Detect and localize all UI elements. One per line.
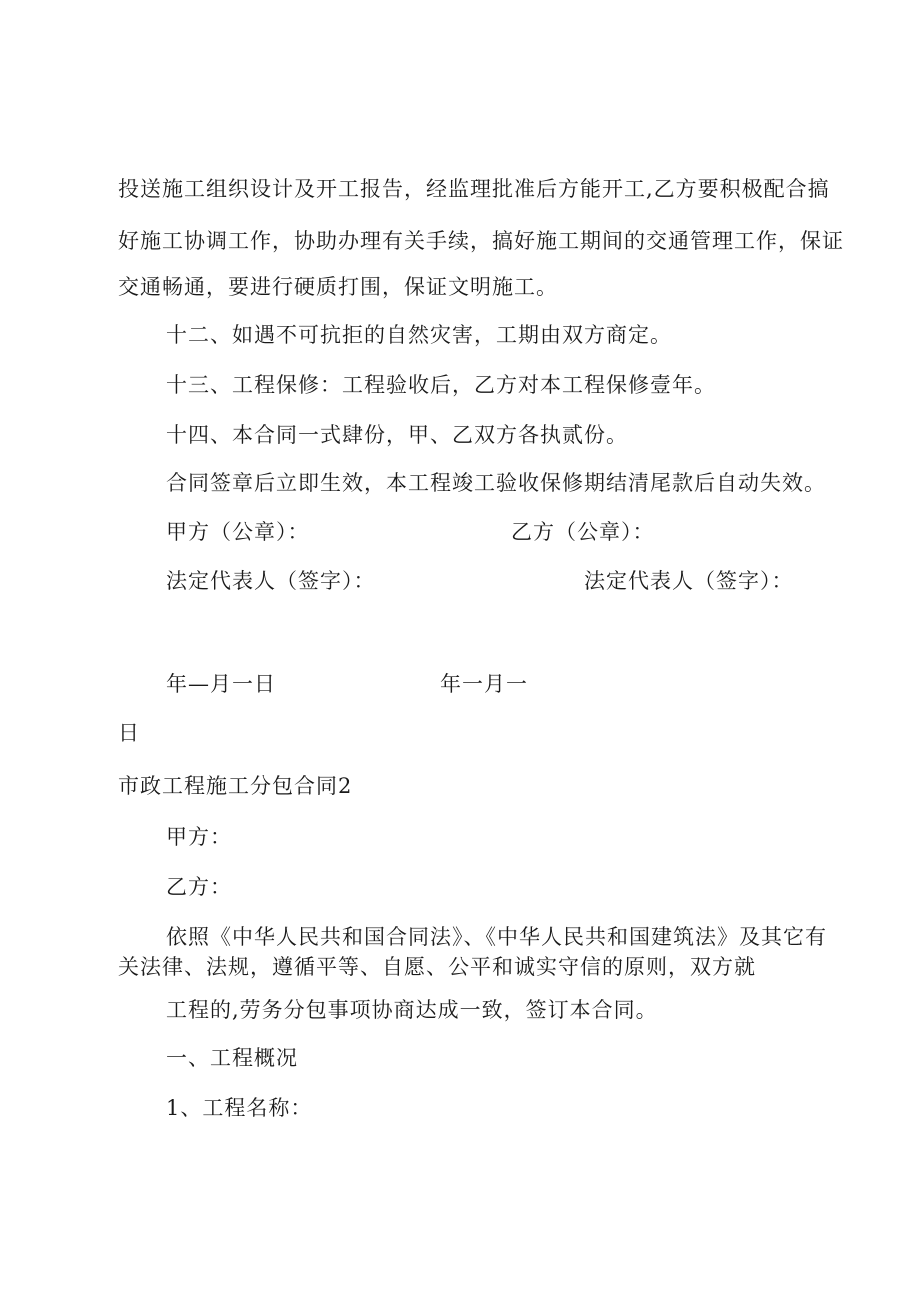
effective-clause: 合同签章后立即生效，本工程竣工验收保修期结清尾款后自动失效。 — [166, 471, 826, 495]
paragraph-line: 交通畅通，要进行硬质打围，保证文明施工。 — [118, 275, 558, 299]
clause-13: 十三、工程保修：工程验收后，乙方对本工程保修壹年。 — [166, 373, 716, 397]
party-b-seal: 乙方（公章）： — [511, 520, 655, 544]
contract-title: 市政工程施工分包合同2 — [118, 774, 353, 798]
intro-line: 工程的,劳务分包事项协商达成一致，签订本合同。 — [166, 998, 658, 1022]
paragraph-line: 好施工协调工作，协助办理有关手续，搞好施工期间的交通管理工作，保证 — [118, 229, 844, 253]
date-party-a: 年—月一日 — [166, 672, 276, 696]
party-b-representative: 法定代表人（签字）： — [584, 569, 794, 593]
clause-12: 十二、如遇不可抗拒的自然灾害，工期由双方商定。 — [166, 323, 672, 347]
party-b-label: 乙方： — [166, 875, 232, 899]
paragraph-line: 投送施工组织设计及开工报告，经监理批准后方能开工,乙方要积极配合搞 — [118, 177, 830, 201]
party-a-representative: 法定代表人（签字）： — [166, 569, 376, 593]
party-a-seal: 甲方（公章）： — [166, 520, 310, 544]
date-party-b: 年一月一 — [440, 672, 528, 696]
intro-line: 关法律、法规，遵循平等、自愿、公平和诚实守信的原则，双方就 — [118, 955, 756, 979]
intro-line: 依照《中华人民共和国合同法》、《中华人民共和国建筑法》及其它有 — [166, 925, 827, 949]
clause-14: 十四、本合同一式肆份，甲、乙双方各执贰份。 — [166, 423, 628, 447]
party-a-label: 甲方： — [166, 825, 232, 849]
section-heading: 一、工程概况 — [166, 1046, 298, 1070]
date-party-b-day: 日 — [118, 721, 140, 745]
item-project-name: 1、工程名称： — [166, 1096, 313, 1120]
